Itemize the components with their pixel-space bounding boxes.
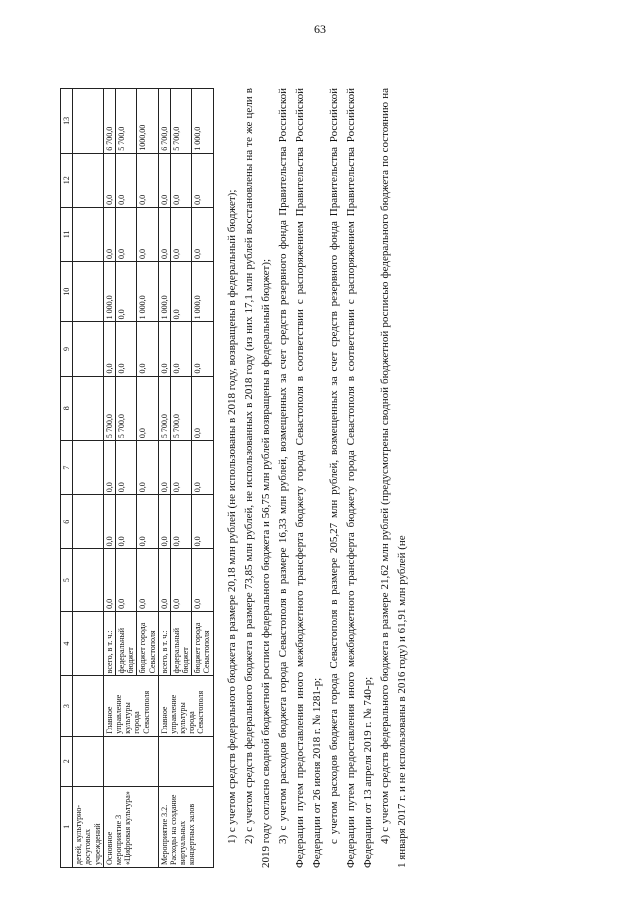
column-header: 13 (61, 89, 73, 154)
footnotes (224, 88, 412, 868)
cell-value: 0,0 (192, 376, 213, 441)
cell-value: 1 000,0 (192, 89, 213, 154)
cell-value: 0,0 (192, 549, 213, 611)
cell-source: федеральный бюджет (170, 611, 191, 676)
cell-c1: Основное мероприятие 3 «Цифровая культура» (103, 786, 158, 867)
cell-value: 0,0 (137, 376, 158, 441)
cell-value: 0,0 (158, 207, 170, 261)
cell-value: 1 000,0 (103, 261, 115, 321)
cell-value: 0,0 (170, 441, 191, 495)
cell-value: 5 700,0 (170, 89, 191, 154)
column-header: 9 (61, 322, 73, 376)
cell-value (73, 441, 104, 495)
cell-value: 0,0 (170, 261, 191, 321)
cell-value: 0,0 (192, 153, 213, 207)
cell-value: 1 000,0 (192, 261, 213, 321)
cell-value: 0,0 (170, 322, 191, 376)
rotated-content (60, 56, 580, 876)
cell-value (73, 89, 104, 154)
cell-value: 0,0 (115, 261, 136, 321)
column-header: 11 (61, 207, 73, 261)
column-header: 12 (61, 153, 73, 207)
footnote-4: 4) с учетом средств федерального бюджета в размере 21,62 млн рублей (предусмотрены сводной бюджетной росписью федерального бюджета по состоянию на 1 января 2017 г. и не использованы в 2016 году) и 61,91 млн рублей (не (379, 88, 409, 868)
column-header: 2 (61, 736, 73, 786)
cell-value: 0,0 (115, 441, 136, 495)
cell-source: бюджет города Севастополя (192, 611, 213, 676)
cell-c1: Мероприятие 3.2. Расходы на создание виртуальных концертных залов (158, 786, 213, 867)
cell-source: всего, в т. ч.: (158, 611, 170, 676)
cell-value: 0,0 (192, 441, 213, 495)
cell-value: 0,0 (158, 549, 170, 611)
cell-value: 0,0 (103, 495, 115, 549)
cell-source: всего, в т. ч.: (103, 611, 115, 676)
column-header: 6 (61, 495, 73, 549)
cell-value: 0,0 (103, 322, 115, 376)
footnote-3: 3) с учетом расходов бюджета города Севастополя в размере 16,33 млн рублей, возмещенных за счет средств резервного фонда Правительства Российской Федерации путем предоставления иного межбюджетного трансферта бюджету города Севастополя в соответствии с распоряжением Правительства Российской Федерации от 26 июня 2018 г. № 1281-р; (276, 88, 323, 868)
footnote-1: 1) с учетом средств федерального бюджета в размере 20,18 млн рублей (не использованы в 2018 году, возвращены в федеральный бюджет); (225, 189, 238, 844)
cell-value: 1 000,0 (158, 261, 170, 321)
cell-value: 6 700,0 (158, 89, 170, 154)
cell-value: 5 700,0 (158, 376, 170, 441)
table-row (103, 89, 115, 868)
cell-value: 0,0 (158, 441, 170, 495)
cell-c3: Главное управление культуры города Севастополя (158, 676, 213, 736)
cell-value: 0,0 (103, 441, 115, 495)
cell-value: 0,0 (103, 207, 115, 261)
cell-value: 0,0 (115, 153, 136, 207)
cell-value: 0,0 (103, 549, 115, 611)
cell-value (73, 376, 104, 441)
column-header: 7 (61, 441, 73, 495)
cell-value: 0,0 (137, 207, 158, 261)
cell-value: 0,0 (115, 207, 136, 261)
cell-value: 0,0 (170, 495, 191, 549)
cell-value: 0,0 (192, 207, 213, 261)
cell-c1: детей, культурно-досуговых учреждений (73, 786, 104, 867)
column-header: 4 (61, 611, 73, 676)
cell-source (73, 611, 104, 676)
table-header-row (61, 89, 73, 868)
cell-value: 0,0 (170, 549, 191, 611)
cell-value (73, 207, 104, 261)
cell-value: 0,0 (137, 495, 158, 549)
cell-value (73, 261, 104, 321)
footnote-3b: с учетом расходов бюджета города Севастополя в размере 205,27 млн рублей, возмещенных за счет средств резервного фонда Правительства Российской Федерации путем предоставления иного межбюджетного трансферта бюджету города Севастополя в соответствии с распоряжением Правительства Российской Федерации от 13 апреля 2019 г. № 740-р; (327, 88, 374, 868)
cell-c3 (73, 676, 104, 736)
cell-value: 0,0 (192, 495, 213, 549)
column-header: 8 (61, 376, 73, 441)
cell-value: 5 700,0 (115, 376, 136, 441)
cell-value: 1 000,0 (137, 261, 158, 321)
table-row (73, 89, 104, 868)
cell-c2 (103, 736, 158, 786)
cell-c3: Главное управление культуры города Севастополя (103, 676, 158, 736)
cell-value: 0,0 (137, 322, 158, 376)
cell-value: 0,0 (158, 153, 170, 207)
cell-c2 (158, 736, 213, 786)
cell-value: 5 700,0 (103, 376, 115, 441)
cell-value: 0,0 (158, 322, 170, 376)
cell-value (73, 153, 104, 207)
footnote-2: 2) с учетом средств федерального бюджета в размере 73,85 млн рублей, не использованных в 2018 году (из них 17,1 млн рублей восстановлены на те же цели в 2019 году согласно сводной бюджетной росписи федерального бюджета и 56,75 млн рублей возвращены в федеральный бюджет); (242, 88, 272, 868)
cell-source: федеральный бюджет (115, 611, 136, 676)
cell-value (73, 322, 104, 376)
budget-table (60, 88, 214, 868)
cell-value: 0,0 (170, 153, 191, 207)
cell-value: 0,0 (115, 549, 136, 611)
cell-value: 0,0 (103, 153, 115, 207)
column-header: 1 (61, 786, 73, 867)
cell-value: 0,0 (115, 322, 136, 376)
column-header: 5 (61, 549, 73, 611)
table-row (158, 89, 170, 868)
cell-value: 6 700,0 (103, 89, 115, 154)
cell-c2 (73, 736, 104, 786)
cell-value: 5 700,0 (115, 89, 136, 154)
page-number: 63 (314, 22, 326, 36)
cell-value: 0,0 (170, 207, 191, 261)
cell-value (73, 495, 104, 549)
cell-value: 1000,00 (137, 89, 158, 154)
cell-value: 5 700,0 (170, 376, 191, 441)
cell-value: 0,0 (137, 441, 158, 495)
cell-value: 0,0 (137, 549, 158, 611)
cell-value: 0,0 (115, 495, 136, 549)
cell-value: 0,0 (192, 322, 213, 376)
cell-value: 0,0 (158, 495, 170, 549)
cell-value (73, 549, 104, 611)
column-header: 3 (61, 676, 73, 736)
cell-source: бюджет города Севастополя (137, 611, 158, 676)
cell-value: 0,0 (137, 153, 158, 207)
column-header: 10 (61, 261, 73, 321)
